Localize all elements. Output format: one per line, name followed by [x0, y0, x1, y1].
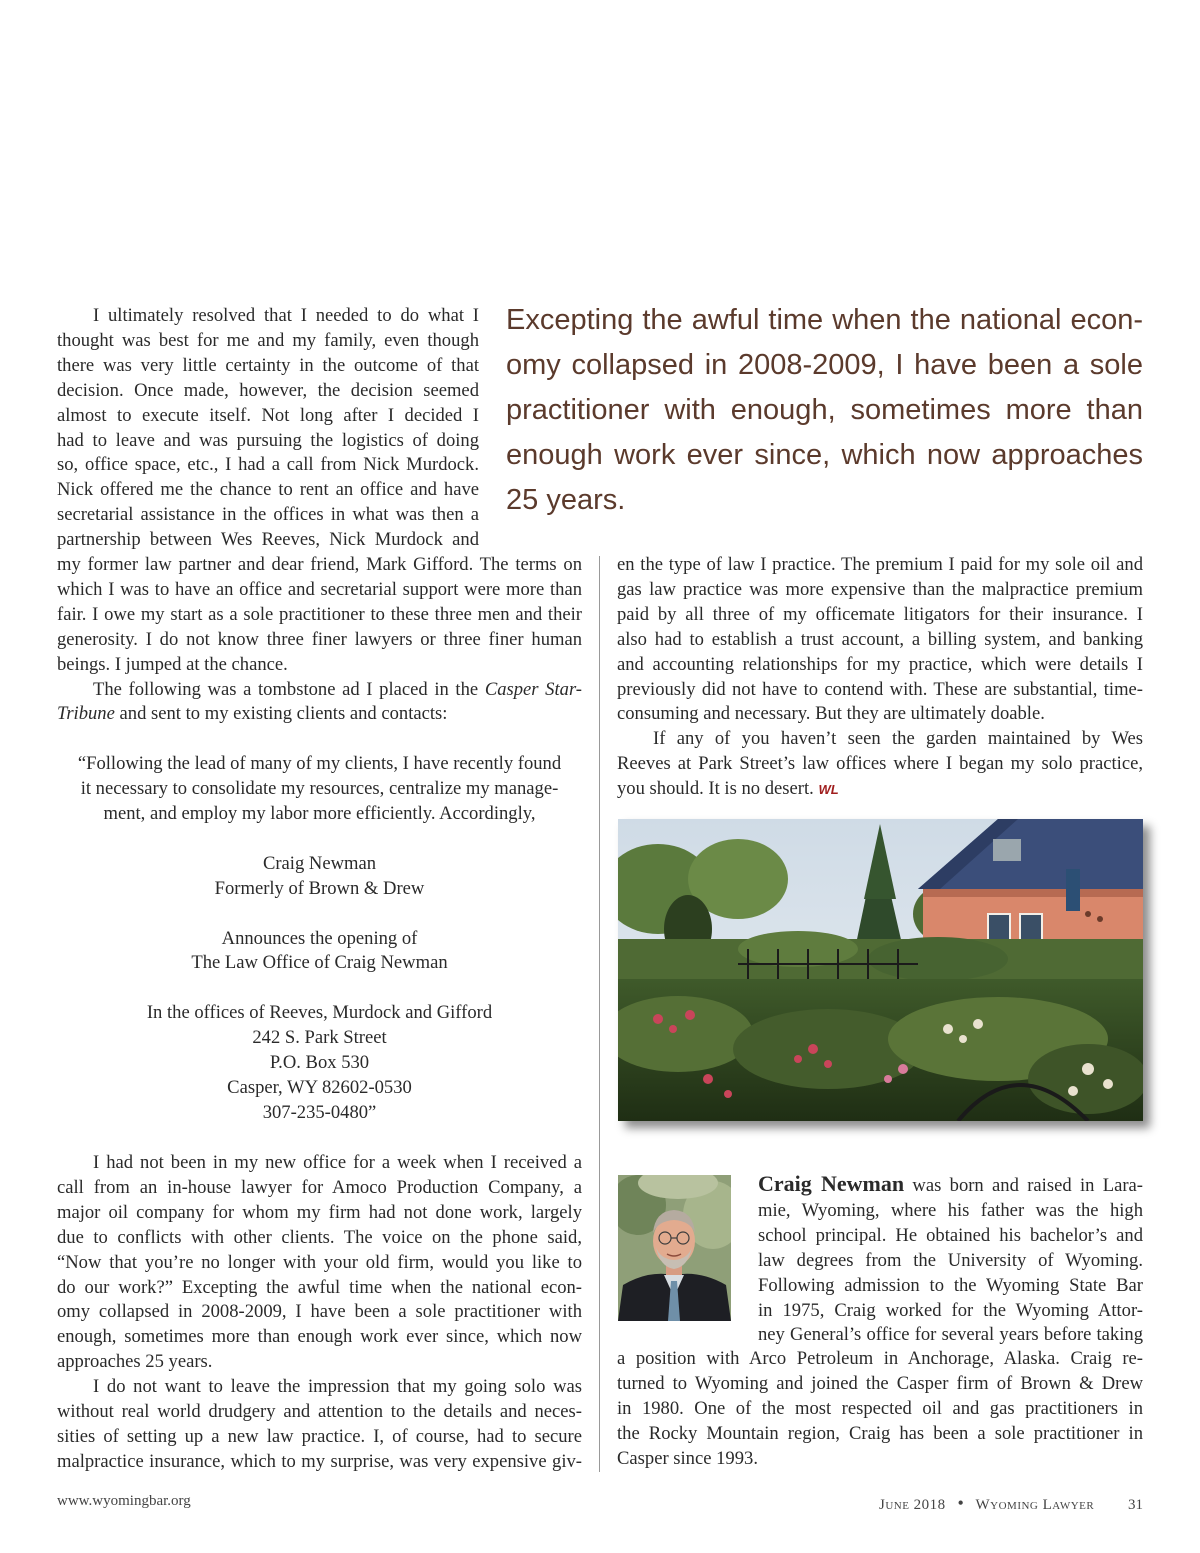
- pull-quote-line: enough work ever since, which now approaches: [506, 439, 1143, 471]
- text-span: you should. It is no desert.: [617, 778, 814, 800]
- author-bio-continued: [617, 1347, 1143, 1472]
- text-line: due to conflicts with other clients. The voice on the phone said,: [57, 1226, 582, 1248]
- issue-date: June 2018: [878, 1497, 946, 1513]
- text-line: so, office space, etc., I had a call from Nick Murdock.: [57, 454, 479, 476]
- text-line: beings. I jumped at the chance.: [57, 653, 288, 675]
- text-line: Formerly of Brown & Drew: [214, 877, 425, 899]
- text-line: Following admission to the Wyoming State Bar: [758, 1274, 1143, 1296]
- text-line: fair. I owe my start as a sole practitioner to these three men and their: [57, 603, 582, 625]
- left-paragraph-2: [57, 678, 582, 728]
- text-line: there was very little certainty in the outcome of that: [57, 354, 479, 376]
- text-line: Reeves at Park Street’s law offices where I began my solo practice,: [617, 753, 1143, 775]
- end-mark: WL: [818, 782, 839, 798]
- ad-announce-block: [57, 927, 582, 977]
- text-line: call from an in-house lawyer for Amoco Production Company, a: [57, 1176, 582, 1198]
- text-line: without real world drudgery and attention to the details and neces-: [57, 1401, 582, 1423]
- text-line: P.O. Box 530: [269, 1052, 370, 1074]
- text-line: law degrees from the University of Wyoming.: [758, 1249, 1143, 1271]
- text-line: ney General’s office for several years before taking: [758, 1324, 1143, 1346]
- text-line: decision. Once made, however, the decision seemed: [57, 379, 479, 401]
- text-line: “Following the lead of many of my clients, I have recently found: [77, 753, 562, 774]
- garden-illustration: [618, 819, 1143, 1121]
- text-span: The following was a tombstone ad I placed in the: [93, 678, 485, 700]
- text-span: and sent to my existing clients and contacts:: [114, 703, 448, 725]
- right-paragraph-1: [617, 553, 1143, 803]
- text-line: mie, Wyoming, where his father was the high: [758, 1199, 1143, 1221]
- left-paragraph-1-continued: [57, 553, 582, 727]
- ad-name-block: [57, 852, 582, 902]
- pull-quote-line: omy collapsed in 2008-2009, I have been a sole: [506, 349, 1143, 381]
- garden-photo: [618, 819, 1143, 1121]
- text-line: Casper, WY 82602-0530: [227, 1077, 412, 1099]
- pull-quote-line: practitioner with enough, sometimes more than: [506, 394, 1143, 426]
- text-line: sities of setting up a new law practice. I, of course, had to secure: [57, 1425, 582, 1447]
- text-line: gas law practice was more expensive than the malpractice premium: [617, 578, 1143, 600]
- text-line: Casper since 1993.: [617, 1447, 758, 1469]
- column-divider: [599, 556, 600, 1472]
- author-name: Craig Newman: [758, 1171, 905, 1196]
- text-line: The Law Office of Craig Newman: [191, 952, 448, 974]
- text-line: partnership between Wes Reeves, Nick Murdock and: [57, 529, 479, 551]
- text-line: the Rocky Mountain region, Craig has been a sole practitioner in: [617, 1422, 1143, 1444]
- text-line: thought was best for me and my family, even though: [57, 329, 479, 351]
- text-line: generosity. I do not know three finer lawyers or three finer human: [57, 628, 582, 650]
- text-line: malpractice insurance, which to my surprise, was very expensive giv-: [57, 1450, 582, 1472]
- footer-issue: [879, 1493, 1143, 1514]
- tombstone-ad: [57, 752, 582, 1126]
- text-span: was born and raised in Lara-: [904, 1175, 1144, 1196]
- text-line: Craig Newman: [262, 852, 377, 874]
- text-line: ment, and employ my labor more efficiently. Accordingly,: [103, 802, 536, 824]
- left-paragraph-1: [57, 304, 479, 553]
- author-photo: [618, 1175, 731, 1321]
- text-line: Announces the opening of: [221, 927, 418, 949]
- text-line: also had to establish a trust account, a billing system, and banking: [617, 628, 1143, 650]
- text-line: 307-235-0480”: [262, 1101, 377, 1123]
- text-line: had to leave and was pursuing the logistics of doing: [57, 429, 479, 451]
- text-line: I do not want to leave the impression that my going solo was: [93, 1376, 582, 1398]
- text-line: If any of you haven’t seen the garden maintained by Wes: [653, 728, 1143, 750]
- ad-quote: [57, 752, 582, 827]
- text-line: in 1980. One of the most respected oil and gas practitioners in: [617, 1397, 1143, 1419]
- pull-quote-line: Excepting the awful time when the national econ-: [506, 304, 1143, 336]
- text-line: previously did not have to contend with. These are substantial, time-: [617, 678, 1143, 700]
- author-portrait: [618, 1175, 731, 1321]
- text-line: I ultimately resolved that I needed to do what I: [93, 305, 479, 326]
- text-line: in 1975, Craig worked for the Wyoming Attor-: [758, 1299, 1143, 1321]
- text-line: a position with Arco Petroleum in Anchorage, Alaska. Craig re-: [617, 1348, 1143, 1369]
- publication-title: Wyoming Lawyer: [975, 1497, 1095, 1513]
- text-line: do our work?” Excepting the awful time when the national econ-: [57, 1276, 582, 1298]
- text-line: and accounting relationships for my practice, which were details I: [617, 653, 1143, 675]
- text-line: Nick offered me the chance to rent an office and have: [57, 479, 479, 501]
- text-line: I had not been in my new office for a week when I received a: [93, 1152, 582, 1173]
- text-line: omy collapsed in 2008-2009, I have been a sole practitioner with: [57, 1301, 582, 1323]
- left-paragraph-3: [57, 1151, 582, 1475]
- text-line: consuming and necessary. But they are ultimately doable.: [617, 703, 1045, 725]
- text-line: In the offices of Reeves, Murdock and Gifford: [146, 1002, 493, 1024]
- text-line: secretarial assistance in the offices in what was then a: [57, 504, 479, 526]
- pull-quote-line: 25 years.: [506, 484, 626, 516]
- text-line: 242 S. Park Street: [252, 1027, 387, 1049]
- text-line: enough, sometimes more than enough work ever since, which now: [57, 1326, 582, 1348]
- text-line: major oil company for whom my firm had not done work, largely: [57, 1201, 582, 1223]
- text-line: turned to Wyoming and joined the Casper firm of Brown & Drew: [617, 1372, 1143, 1394]
- text-line: “Now that you’re no longer with your old firm, would you like to: [57, 1251, 582, 1273]
- publication-name: Casper Star-Tribune: [57, 678, 582, 725]
- author-bio: [758, 1172, 1143, 1348]
- text-line: [617, 777, 1143, 803]
- text-line: almost to execute itself. Not long after I decided I: [57, 404, 479, 426]
- bio-first-line: [758, 1172, 1143, 1199]
- text-line: en the type of law I practice. The premium I paid for my sole oil and: [617, 554, 1143, 575]
- text-line: my former law partner and dear friend, Mark Gifford. The terms on: [57, 554, 582, 575]
- text-line: which I was to have an office and secretarial support were more than: [57, 578, 582, 600]
- text-line: approaches 25 years.: [57, 1351, 213, 1373]
- page-number: 31: [1128, 1497, 1143, 1513]
- footer-website: www.wyomingbar.org: [57, 1493, 191, 1509]
- text-line: school principal. He obtained his bachelor’s and: [758, 1224, 1143, 1246]
- pull-quote: [506, 298, 1143, 523]
- text-line: it necessary to consolidate my resources, centralize my manage-: [80, 777, 559, 799]
- text-line: paid by all three of my officemate litigators for their insurance. I: [617, 603, 1143, 625]
- ad-address-block: [57, 1001, 582, 1126]
- bullet-separator: •: [957, 1493, 964, 1513]
